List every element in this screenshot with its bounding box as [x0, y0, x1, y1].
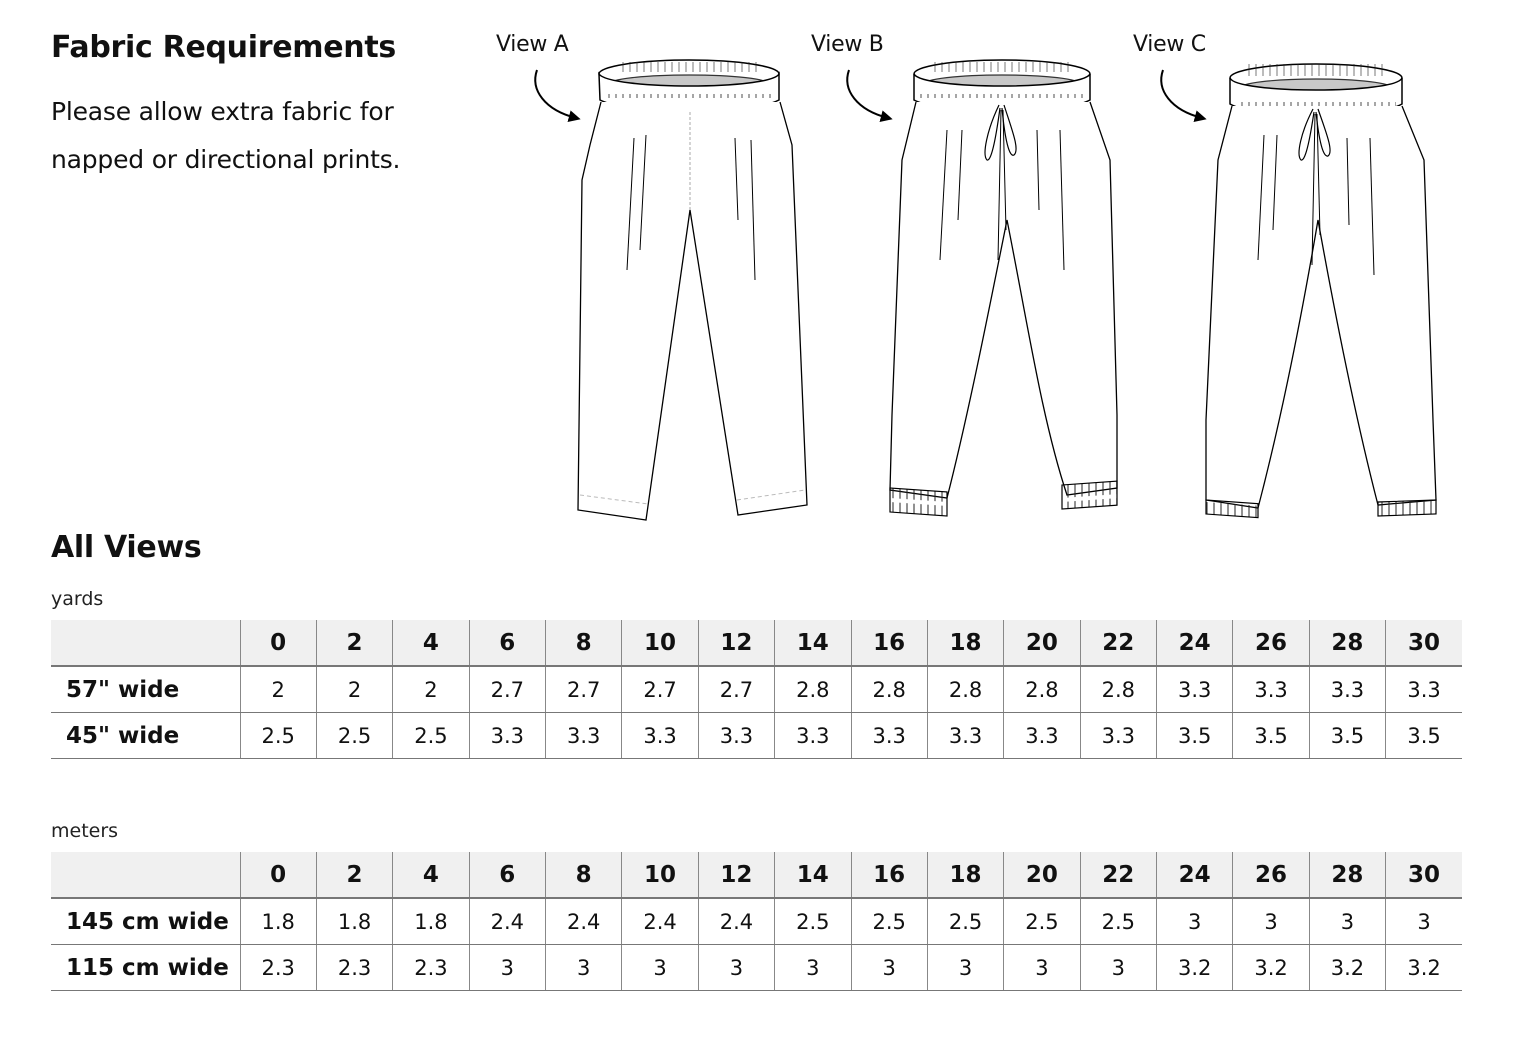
table-cell: 3.3	[1309, 666, 1385, 713]
table-cell: 3.2	[1309, 945, 1385, 991]
table-cell: 3	[927, 945, 1003, 991]
fabric-note	[51, 88, 451, 184]
view-c-pants-icon	[1161, 64, 1436, 518]
view-c-label: View C	[1133, 32, 1206, 57]
size-header: 22	[1080, 852, 1156, 898]
table-cell: 3.5	[1157, 713, 1233, 759]
size-header: 20	[1004, 620, 1080, 666]
table-cell: 3.3	[1004, 713, 1080, 759]
table-cell: 2.5	[1080, 898, 1156, 945]
size-header: 12	[698, 852, 774, 898]
table-cell: 2.5	[316, 713, 392, 759]
table-row	[51, 666, 1462, 713]
table-cell: 3.3	[851, 713, 927, 759]
table-cell: 3	[851, 945, 927, 991]
table-cell: 2.7	[622, 666, 698, 713]
table-cell: 2.5	[393, 713, 469, 759]
table-cell: 2	[316, 666, 392, 713]
size-header: 16	[851, 852, 927, 898]
size-header: 4	[393, 620, 469, 666]
table-cell: 3	[1233, 898, 1309, 945]
table-cell: 2.8	[1080, 666, 1156, 713]
size-header: 24	[1157, 852, 1233, 898]
table-cell: 3	[546, 945, 622, 991]
table-cell: 2.8	[775, 666, 851, 713]
meters-table	[51, 852, 1462, 991]
table-cell: 3	[1004, 945, 1080, 991]
table-cell: 3.3	[1386, 666, 1462, 713]
table-cell: 2.3	[316, 945, 392, 991]
size-header-blank	[51, 852, 240, 898]
page-title: Fabric Requirements	[51, 30, 396, 65]
table-cell: 2.7	[546, 666, 622, 713]
table-cell: 2	[393, 666, 469, 713]
table-cell: 3.3	[1233, 666, 1309, 713]
view-a-arrow-icon	[535, 70, 576, 118]
table-cell: 3.3	[1157, 666, 1233, 713]
size-header: 30	[1386, 620, 1462, 666]
size-header: 24	[1157, 620, 1233, 666]
table-cell: 2.8	[1004, 666, 1080, 713]
table-cell: 2.5	[775, 898, 851, 945]
table-cell: 2.4	[469, 898, 545, 945]
size-header: 2	[316, 620, 392, 666]
table-cell: 3.5	[1386, 713, 1462, 759]
table-cell: 3.3	[775, 713, 851, 759]
table-cell: 3.5	[1309, 713, 1385, 759]
view-b-label: View B	[811, 32, 884, 57]
size-header: 4	[393, 852, 469, 898]
size-header: 10	[622, 620, 698, 666]
view-a-label: View A	[496, 32, 569, 57]
table-cell: 3	[1386, 898, 1462, 945]
yards-unit-label: yards	[51, 588, 104, 610]
yards-table	[51, 620, 1462, 759]
size-header: 14	[775, 620, 851, 666]
size-header: 2	[316, 852, 392, 898]
table-cell: 3.3	[622, 713, 698, 759]
size-header: 20	[1004, 852, 1080, 898]
size-header: 18	[927, 852, 1003, 898]
meters-header-row	[51, 852, 1462, 898]
size-header: 10	[622, 852, 698, 898]
table-row	[51, 713, 1462, 759]
table-cell: 3.5	[1233, 713, 1309, 759]
view-b-arrow-icon	[847, 70, 888, 118]
view-a-pants-icon	[535, 60, 807, 520]
size-header: 12	[698, 620, 774, 666]
size-header: 6	[469, 620, 545, 666]
table-cell: 3.2	[1386, 945, 1462, 991]
table-cell: 1.8	[240, 898, 316, 945]
row-label: 45" wide	[51, 713, 240, 759]
size-header: 16	[851, 620, 927, 666]
table-cell: 2.7	[698, 666, 774, 713]
row-label: 57" wide	[51, 666, 240, 713]
size-header: 0	[240, 620, 316, 666]
size-header: 14	[775, 852, 851, 898]
table-cell: 2	[240, 666, 316, 713]
table-cell: 2.8	[927, 666, 1003, 713]
row-label: 145 cm wide	[51, 898, 240, 945]
table-cell: 3	[698, 945, 774, 991]
size-header-blank	[51, 620, 240, 666]
table-cell: 3.3	[698, 713, 774, 759]
table-cell: 3.3	[546, 713, 622, 759]
size-header: 6	[469, 852, 545, 898]
table-cell: 2.4	[622, 898, 698, 945]
table-cell: 3.2	[1233, 945, 1309, 991]
table-cell: 3	[469, 945, 545, 991]
table-cell: 3	[622, 945, 698, 991]
table-cell: 3.3	[469, 713, 545, 759]
size-header: 30	[1386, 852, 1462, 898]
table-cell: 3.2	[1157, 945, 1233, 991]
table-cell: 3	[1157, 898, 1233, 945]
yards-header-row	[51, 620, 1462, 666]
table-row	[51, 898, 1462, 945]
section-title: All Views	[51, 530, 202, 565]
size-header: 26	[1233, 620, 1309, 666]
size-header: 0	[240, 852, 316, 898]
table-cell: 3.3	[927, 713, 1003, 759]
size-header: 8	[546, 620, 622, 666]
table-cell: 1.8	[316, 898, 392, 945]
view-c-arrow-icon	[1161, 70, 1202, 118]
table-cell: 2.3	[393, 945, 469, 991]
table-cell: 2.4	[698, 898, 774, 945]
table-cell: 2.3	[240, 945, 316, 991]
garment-views	[480, 20, 1480, 530]
size-header: 18	[927, 620, 1003, 666]
table-cell: 2.5	[1004, 898, 1080, 945]
fabric-note-line-1: Please allow extra fabric for	[51, 97, 394, 126]
size-header: 28	[1309, 852, 1385, 898]
view-b-pants-icon	[847, 60, 1117, 516]
pants-illustrations	[480, 20, 1480, 530]
table-cell: 1.8	[393, 898, 469, 945]
table-cell: 3	[775, 945, 851, 991]
size-header: 22	[1080, 620, 1156, 666]
table-cell: 2.5	[851, 898, 927, 945]
table-cell: 2.7	[469, 666, 545, 713]
table-cell: 2.5	[240, 713, 316, 759]
table-cell: 3.3	[1080, 713, 1156, 759]
table-cell: 2.5	[927, 898, 1003, 945]
size-header: 28	[1309, 620, 1385, 666]
row-label: 115 cm wide	[51, 945, 240, 991]
size-header: 8	[546, 852, 622, 898]
fabric-note-line-2: napped or directional prints.	[51, 145, 401, 174]
table-cell: 2.8	[851, 666, 927, 713]
table-cell: 2.4	[546, 898, 622, 945]
table-cell: 3	[1309, 898, 1385, 945]
table-cell: 3	[1080, 945, 1156, 991]
table-row	[51, 945, 1462, 991]
meters-unit-label: meters	[51, 820, 119, 842]
size-header: 26	[1233, 852, 1309, 898]
